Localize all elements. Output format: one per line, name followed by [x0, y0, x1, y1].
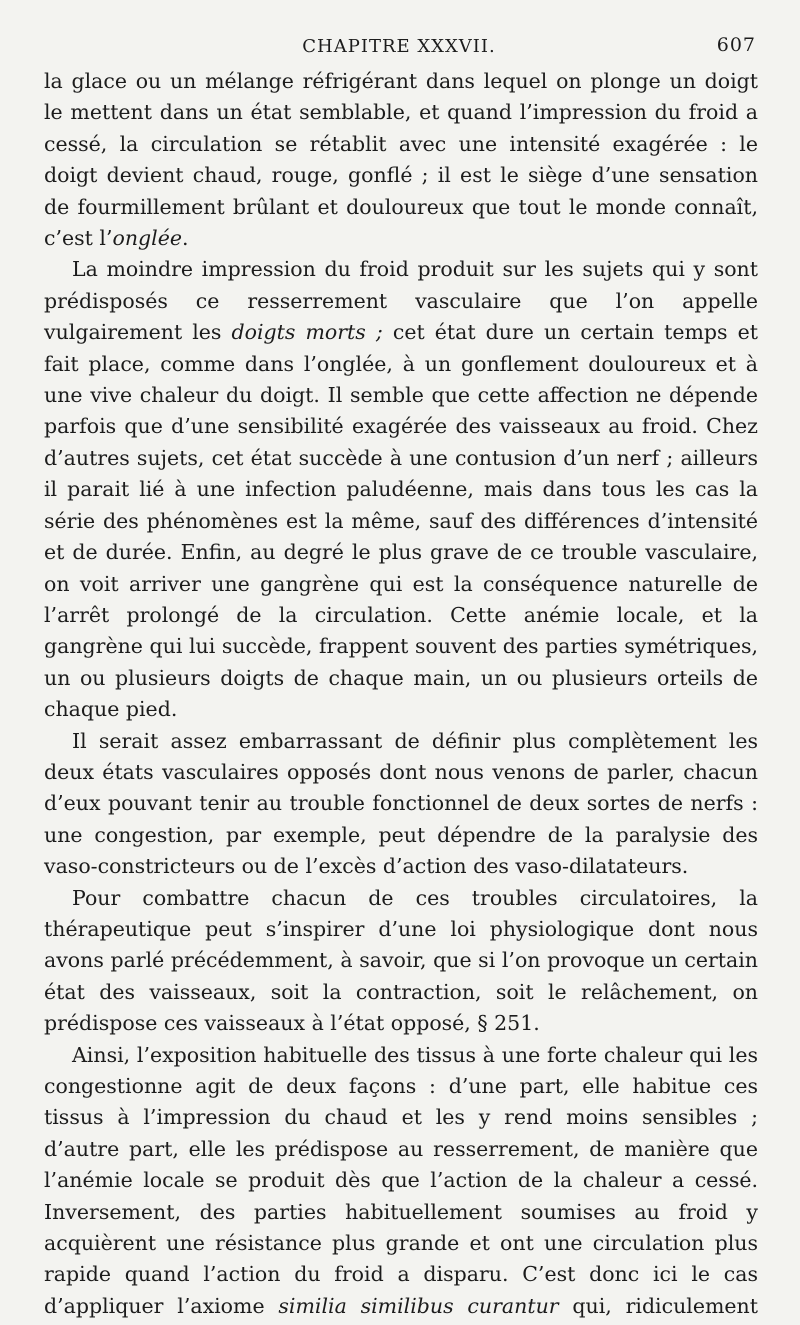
italic-run: onglée: [112, 226, 182, 251]
italic-run: doigts morts ;: [231, 320, 383, 345]
text-run: qui, ridiculement: [558, 1293, 759, 1318]
text-run: cet état dure un certain temps et fait place, comme dans l’onglée, à un gonflement douloureux et à une vive chaleur du doigt. Il semble que cette affection ne dépende parfois que d’une sensibilité exagérée des vaisseaux au froid. Chez d’autres sujets, cet état succède à une contusion d’un nerf ; ailleurs il parait lié à une infection paludéenne, mais dans tous les cas la série des phénomènes est la même, sauf des différences d’intensité et de durée. Enfin, au degré le plus grave de ce trouble vasculaire, on voit arriver une gangrène qui est la conséquence naturelle de l’arrêt prolongé de la circulation. Cette anémie locale, et la gangrène qui lui succède, frappent souvent des parties symétriques, un ou plusieurs doigts de chaque main, un ou plusieurs orteils de chaque pied.: [44, 320, 758, 722]
paragraph: [44, 883, 758, 1040]
paragraph: [44, 254, 758, 725]
text-run: Ainsi, l’exposition habituelle des tissus à une forte chaleur qui les congestionne agit de deux façons : d’une part, elle habitue ces tissus à l’impression du chaud et les y rend moins sensibles ; d’autre part, elle les prédispose au resserrement, de manière que l’anémie locale se produit dès que l’action de la chaleur a cessé. Inversement, des parties habituellement soumises au froid y acquièrent une résistance plus grande et ont une circulation plus rapide quand l’action du froid a disparu. C’est donc ici le cas d’appliquer l’axiome: [44, 1042, 758, 1318]
text-run: La moindre impression du froid produit sur les sujets qui y sont prédisposés ce resserrement vasculaire que l’on appelle vulgairement les: [44, 257, 758, 345]
paragraph: [44, 1040, 758, 1323]
paragraph: [44, 66, 758, 254]
text-run: Pour combattre chacun de ces troubles circulatoires, la thérapeutique peut s’inspirer d’une loi physiologique dont nous avons parlé précédemment, à savoir, que si l’on provoque un certain état des vaisseaux, soit la contraction, soit le relâchement, on prédispose ces vaisseaux à l’état opposé, § 251.: [44, 885, 758, 1036]
text-run: la glace ou un mélange réfrigérant dans lequel on plonge un doigt le mettent dans un état semblable, et quand l’impression du froid a cessé, la circulation se rétablit avec une intensité exagérée : le doigt devient chaud, rouge, gonflé ; il est le siège d’une sensation de fourmillement brûlant et douloureux que tout le monde connaît, c’est l’: [44, 69, 758, 251]
text-run: Il serait assez embarrassant de définir plus complètement les deux états vasculaires opposés dont nous venons de parler, chacun d’eux pouvant tenir au trouble fonctionnel de deux sortes de nerfs : une congestion, par exemple, peut dépendre de la paralysie des vaso-constricteurs ou de l’excès d’action des vaso-dilatateurs.: [44, 728, 758, 879]
paragraph: [44, 726, 758, 883]
page-number: 607: [716, 34, 756, 56]
italic-run: similia similibus curantur: [278, 1293, 559, 1318]
text-run: .: [181, 226, 189, 251]
running-header: [42, 34, 756, 58]
page-body: [44, 66, 758, 1322]
chapter-title: CHAPITRE XXXVII.: [302, 35, 496, 57]
